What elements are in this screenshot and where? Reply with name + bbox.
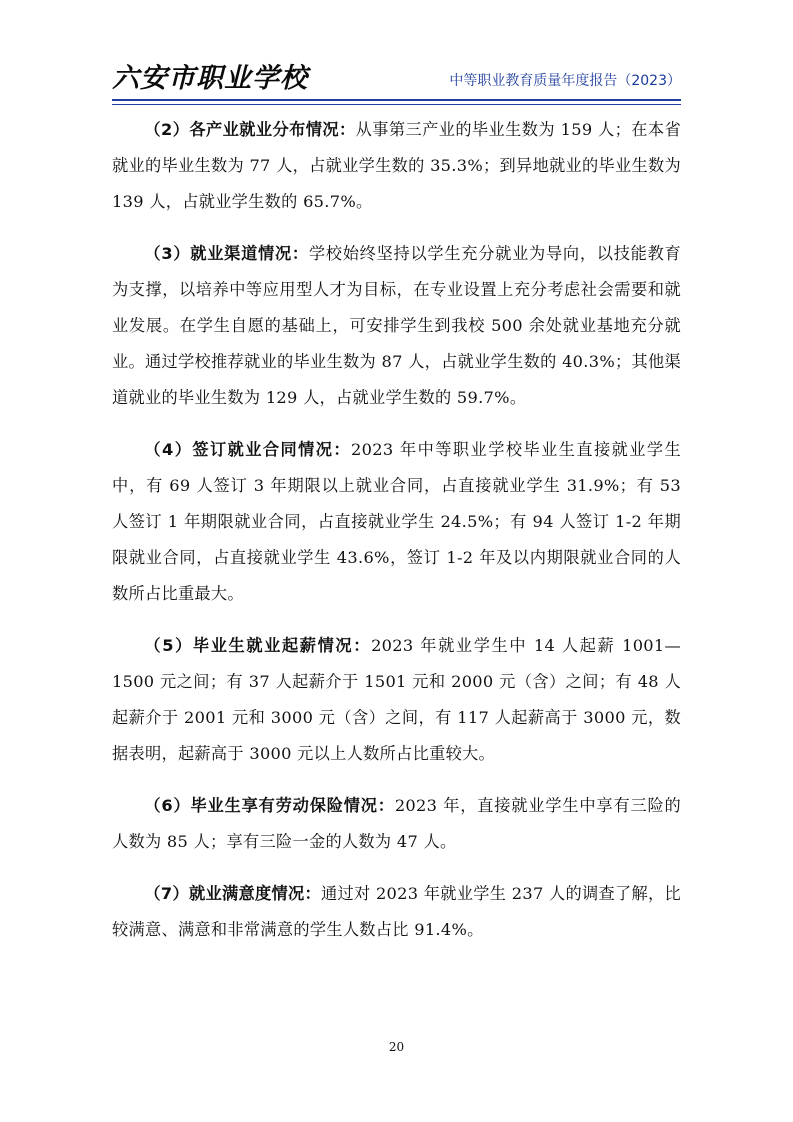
paragraph-text: 2023 年就业学生中 14 人起薪 1001—1500 元之间；有 37 人起薪介于 1501 元和 2000 元（含）之间；有 48 人起薪介于 2001 元和 3000 元（含）之间，有 117 人起薪高于 3000 元，数据表明，起薪高于 3000 元以上人数所占比重较大。 [112,636,681,763]
paragraph-industry-distribution [112,112,681,220]
page-number: 20 [388,1040,405,1054]
paragraph-satisfaction [112,876,681,948]
header-rule-thick [112,99,681,101]
paragraph-heading: （2）各产业就业分布情况： [144,120,356,139]
school-logo-text: 六安市职业学校 [112,63,308,94]
paragraph-text: 2023 年，直接就业学生中享有三险的人数为 85 人；享有三险一金的人数为 47 人。 [112,796,681,851]
paragraph-heading: （6）毕业生享有劳动保险情况： [144,796,395,815]
paragraph-text: 2023 年中等职业学校毕业生直接就业学生中，有 69 人签订 3 年期限以上就业合同，占直接就业学生 31.9%；有 53 人签订 1 年期限就业合同，占直接就业学生 24.5%；有 94 人签订 1-2 年期限就业合同，占直接就业学生 43.6%，签订 1-2 年及以内期限就业合同的人数所占比重最大。 [112,440,681,603]
paragraph-text: 通过对 2023 年就业学生 237 人的调查了解，比较满意、满意和非常满意的学生人数占比 91.4%。 [112,884,682,939]
paragraph-heading: （7）就业满意度情况： [144,884,321,903]
paragraph-text: 从事第三产业的毕业生数为 159 人；在本省就业的毕业生数为 77 人，占就业学生数的 35.3%；到异地就业的毕业生数为 139 人，占就业学生数的 65.7%。 [112,120,681,211]
report-title: 中等职业教育质量年度报告（2023） [449,73,681,89]
body-content [112,112,681,964]
paragraph-starting-salary [112,628,681,772]
paragraph-heading: （4）签订就业合同情况： [144,440,352,459]
paragraph-heading: （5）毕业生就业起薪情况： [144,636,372,655]
paragraph-text: 学校始终坚持以学生充分就业为导向，以技能教育为支撑，以培养中等应用型人才为目标，在专业设置上充分考虑社会需要和就业发展。在学生自愿的基础上，可安排学生到我校 500 余处就业基地充分就业。通过学校推荐就业的毕业生数为 87 人，占就业学生数的 40.3%；其他渠道就业的毕业生数为 129 人，占就业学生数的 59.7%。 [112,244,681,407]
paragraph-labor-insurance [112,788,681,860]
paragraph-heading: （3）就业渠道情况： [144,244,309,263]
paragraph-contracts [112,432,681,612]
header-rule-thin [112,104,681,105]
page-header [112,62,681,96]
paragraph-employment-channels [112,236,681,416]
